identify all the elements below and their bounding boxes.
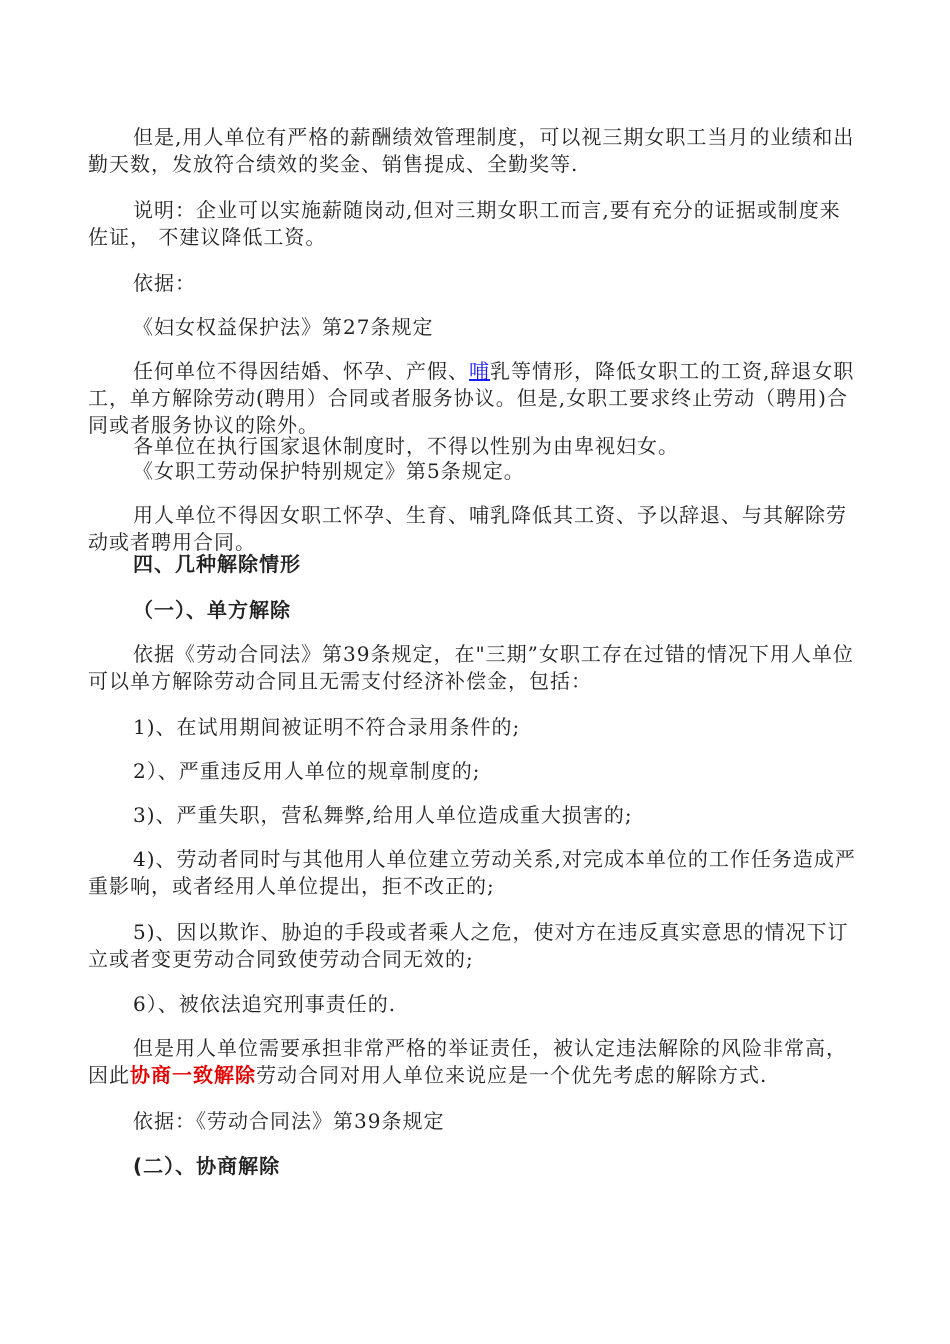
paragraph-regulation-citation: 《女职工劳动保护特别规定》第5条规定。 [133,459,525,483]
section-heading-4: 四、几种解除情形 [133,552,301,576]
list-item-4: 4)、劳动者同时与其他用人单位建立劳动关系,对完成本单位的工作任务造成严重影响，或者经用人单位提出，拒不改正的; [88,847,856,898]
paragraph-law-text [88,358,860,439]
law-text-part-2: 乳等情形，降低女职工的工资,辞退女职工，单方解除劳动(聘用）合同或者服务协议。但是,女职工要求终止劳动（聘用)合同或者服务协议的除外。 [88,359,855,437]
paragraph-no-dismissal: 用人单位不得因女职工怀孕、生育、哺乳降低其工资、予以辞退、与其解除劳动或者聘用合同。 [88,503,847,554]
highlight-mutual-termination: 协商一致解除 [130,1063,256,1087]
subsection-heading-unilateral: （一）、单方解除 [133,598,291,622]
paragraph-basis-article-39: 依据：《劳动合同法》第39条规定 [133,1109,445,1133]
list-item-2: 2）、严重违反用人单位的规章制度的; [133,759,481,783]
list-item-3: 3)、严重失职，营私舞弊,给用人单位造成重大损害的; [133,803,633,827]
paragraph-basis-label: 依据： [133,271,196,295]
paragraph-salary-performance: 但是,用人单位有严格的薪酬绩效管理制度，可以视三期女职工当月的业绩和出勤天数，发放符合绩效的奖金、销售提成、全勤奖等. [88,125,855,176]
burden-text-part-1: 但是用人单位需要承担非常严格的举证责任，被认定违法解除的风险非常高，因此 [88,1036,847,1087]
breastfeeding-link[interactable]: 哺 [469,359,490,383]
subsection-heading-negotiated: (二）、协商解除 [133,1154,281,1178]
list-item-6: 6）、被依法追究刑事责任的. [133,992,397,1016]
law-text-part-1: 任何单位不得因结婚、怀孕、产假、 [133,359,469,383]
paragraph-law-citation-27: 《妇女权益保护法》第27条规定 [133,315,434,339]
paragraph-article-39: 依据《劳动合同法》第39条规定，在"三期”女职工存在过错的情况下用人单位可以单方解除劳动合同且无需支付经济补偿金，包括： [88,642,854,693]
list-item-5: 5)、因以欺诈、胁迫的手段或者乘人之危，使对方在违反真实意思的情况下订立或者变更劳动合同致使劳动合同无效的; [88,920,849,971]
list-item-1: 1)、在试用期间被证明不符合录用条件的; [133,715,521,739]
paragraph-retirement: 各单位在执行国家退休制度时，不得以性别为由卑视妇女。 [133,434,679,458]
paragraph-note: 说明：企业可以实施薪随岗动,但对三期女职工而言,要有充分的证据或制度来佐证， 不建议降低工资。 [88,198,841,249]
paragraph-burden-of-proof [88,1035,860,1089]
burden-text-part-2: 劳动合同对用人单位来说应是一个优先考虑的解除方式. [256,1063,768,1087]
